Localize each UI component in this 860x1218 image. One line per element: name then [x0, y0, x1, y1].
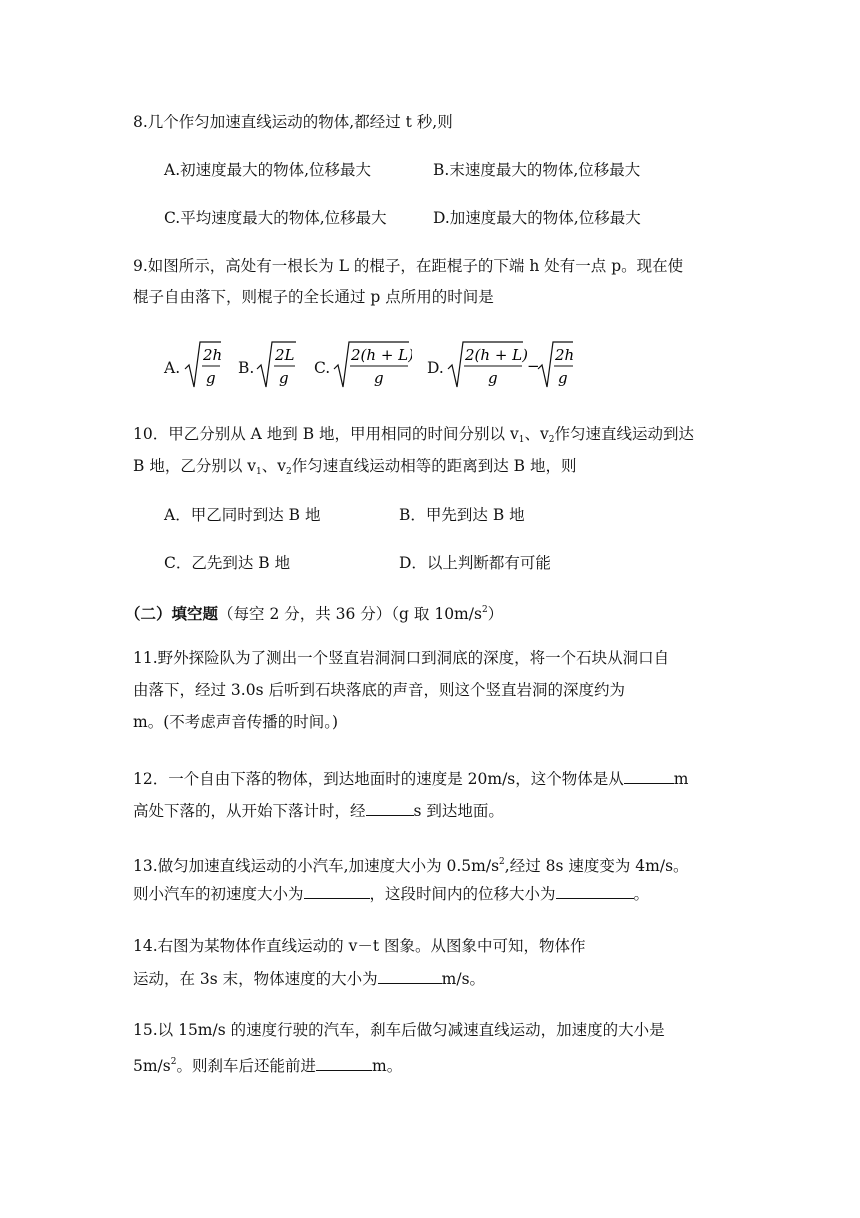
formula-c-denominator: g: [374, 369, 384, 387]
q8-option-b: B.末速度最大的物体,位移最大: [433, 161, 641, 179]
q13-line2: 则小汽车的初速度大小为 ，这段时间内的位移大小为 。: [133, 882, 649, 905]
q15-line1: 15.以 15m/s 的速度行驶的汽车，刹车后做匀减速直线运动，加速度的大小是: [133, 1021, 665, 1039]
q9-formula-c: [332, 339, 412, 395]
formula-d-denominator-2: g: [558, 369, 568, 387]
formula-d-denominator-1: g: [488, 369, 498, 387]
q8-option-d: D.加速度最大的物体,位移最大: [433, 209, 641, 227]
q9-formula-d: [446, 339, 576, 395]
formula-d-minus: −: [527, 357, 540, 375]
q12-line1: 12．一个自由下落的物体，到达地面时的速度是 20m/s，这个物体是从 m: [133, 767, 688, 790]
q9-option-d-label: D.: [427, 359, 444, 377]
q10-option-a: A．甲乙同时到达 B 地: [164, 506, 321, 524]
q9-stem-line2: 棍子自由落下，则棍子的全长通过 p 点所用的时间是: [133, 288, 494, 306]
q12-line2: 高处下落的，从开始下落计时，经 s 到达地面。: [133, 799, 504, 822]
q11-line2: 由落下，经过 3.0s 后听到石块落底的声音，则这个竖直岩洞的深度约为: [133, 681, 625, 699]
formula-b-numerator: 2L: [275, 346, 295, 364]
q9-formula-a: [183, 339, 223, 395]
q11-line1: 11.野外探险队为了测出一个竖直岩洞洞口到洞底的深度，将一个石块从洞口自: [133, 649, 670, 667]
q14-line2: 运动，在 3s 末，物体速度的大小为 m/s。: [133, 967, 485, 990]
formula-b-denominator: g: [279, 369, 289, 387]
q12-blank-1[interactable]: [624, 767, 674, 784]
formula-a-denominator: g: [206, 369, 216, 387]
q9-option-b-label: B.: [238, 359, 255, 377]
formula-d-numerator-2: 2h: [555, 346, 575, 364]
q10-option-b: B．甲先到达 B 地: [399, 506, 525, 524]
q9-option-c-label: C.: [314, 359, 331, 377]
q10-option-c: C．乙先到达 B 地: [164, 554, 291, 572]
q15-blank[interactable]: [316, 1054, 372, 1071]
q8-stem: 8.几个作匀加速直线运动的物体,都经过 t 秒,则: [133, 113, 453, 131]
q13-blank-1[interactable]: [304, 882, 370, 899]
q14-line1: 14.右图为某物体作直线运动的 v－t 图象。从图象中可知，物体作: [133, 937, 586, 955]
q10-option-d: D．以上判断都有可能: [399, 554, 551, 572]
q9-stem-line1: 9.如图所示，高处有一根长为 L 的棍子，在距棍子的下端 h 处有一点 p。现在使: [133, 257, 684, 275]
q11-line3: m。(不考虑声音传播的时间。): [133, 713, 339, 731]
q13-blank-2[interactable]: [556, 882, 634, 899]
q10-stem-line2: B 地，乙分别以 $v_1$、$v_2$作匀速直线运动相等的距离到达 B 地，则: [133, 457, 577, 477]
q14-blank[interactable]: [378, 967, 442, 984]
formula-c-numerator: 2(h + L): [351, 346, 412, 364]
q9-formula-b: [255, 339, 299, 395]
q8-option-a: A.初速度最大的物体,位移最大: [164, 161, 372, 179]
q10-stem-line1: 10．甲乙分别从 A 地到 B 地，甲用相同的时间分别以 $v_1$、$v_2$作匀速直线运动到达: [133, 425, 694, 445]
formula-a-numerator: 2h: [203, 346, 223, 364]
q12-blank-2[interactable]: [366, 799, 414, 816]
q13-line1: 13.做匀加速直线运动的小汽车,加速度大小为 $0.5m/s^2$,经过 8s 速度变为 4m/s。: [133, 857, 689, 875]
formula-d-numerator-1: 2(h + L): [465, 346, 528, 364]
q8-option-c: C.平均速度最大的物体,位移最大: [164, 209, 387, 227]
section-title: （二）填空题（每空 2 分，共 36 分）（g 取 $10m/s^2$）: [125, 604, 504, 623]
q15-line2: $5m/s^2$。则刹车后还能前进 m。: [133, 1051, 402, 1077]
q9-option-a-label: A.: [164, 359, 181, 377]
